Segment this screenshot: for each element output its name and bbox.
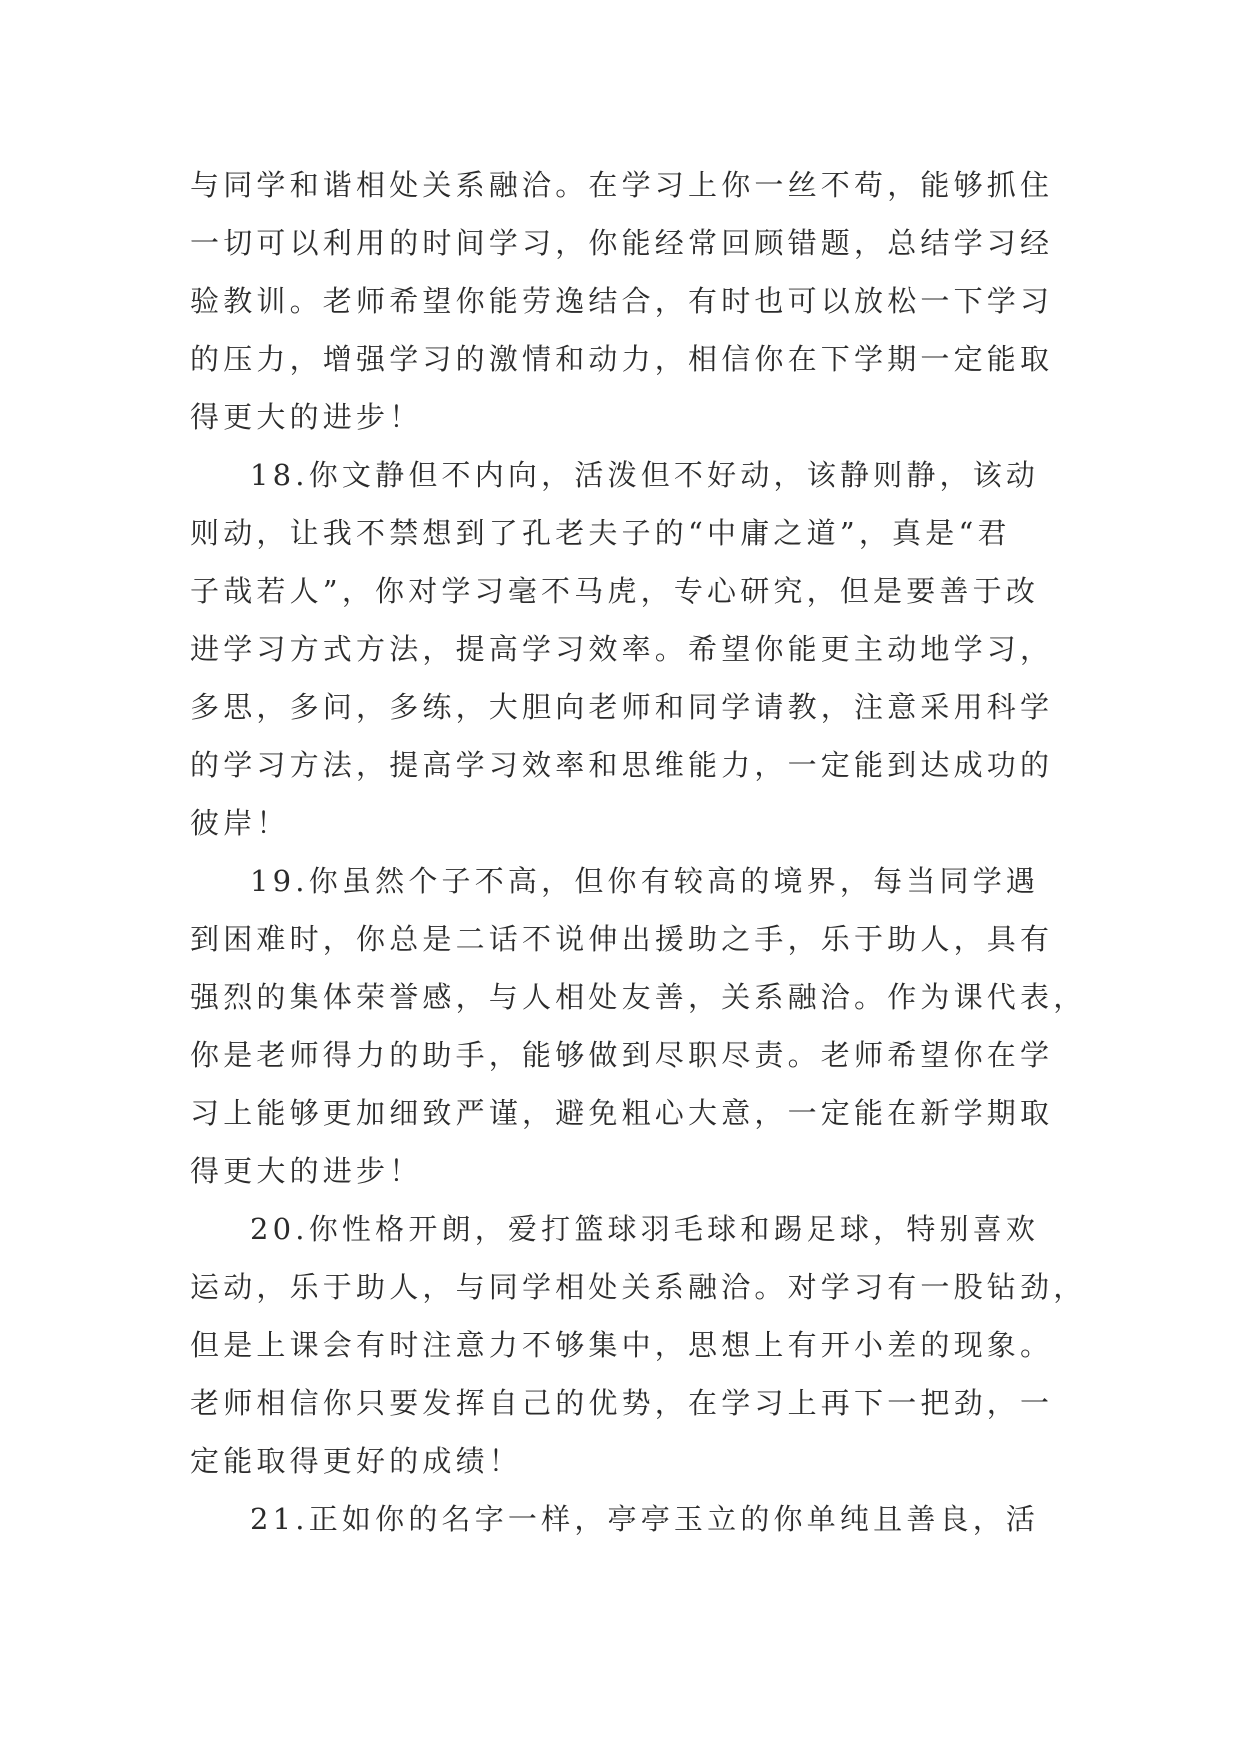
- paragraph-first-line: 21.正如你的名字一样，亭亭玉立的你单纯且善良，活: [250, 1502, 1040, 1536]
- text-line: 验教训。老师希望你能劳逸结合，有时也可以放松一下学习: [190, 284, 1054, 318]
- paragraph-first-line: 18.你文静但不内向，活泼但不好动，该静则静，该动: [250, 458, 1040, 492]
- text-line: 多思，多问，多练，大胆向老师和同学请教，注意采用科学: [190, 690, 1054, 724]
- text-line: 运动，乐于助人，与同学相处关系融洽。对学习有一股钻劲，: [190, 1270, 1087, 1304]
- text-line: 彼岸！: [190, 806, 290, 840]
- text-line: 老师相信你只要发挥自己的优势，在学习上再下一把劲，一: [190, 1386, 1054, 1420]
- paragraph-first-line: 19.你虽然个子不高，但你有较高的境界，每当同学遇: [250, 864, 1040, 898]
- text-line: 习上能够更加细致严谨，避免粗心大意，一定能在新学期取: [190, 1096, 1054, 1130]
- text-line: 子哉若人”，你对学习毫不马虎，专心研究，但是要善于改: [190, 574, 1040, 608]
- text-line: 的学习方法，提高学习效率和思维能力，一定能到达成功的: [190, 748, 1054, 782]
- text-line: 进学习方式方法，提高学习效率。希望你能更主动地学习，: [190, 632, 1054, 666]
- text-line: 强烈的集体荣誉感，与人相处友善，关系融洽。作为课代表，: [190, 980, 1087, 1014]
- text-line: 的压力，增强学习的激情和动力，相信你在下学期一定能取: [190, 342, 1054, 376]
- document-body: [190, 156, 1087, 1548]
- text-line: 得更大的进步！: [190, 400, 423, 434]
- text-line: 得更大的进步！: [190, 1154, 423, 1188]
- text-line: 你是老师得力的助手，能够做到尽职尽责。老师希望你在学: [190, 1038, 1054, 1072]
- paragraph-first-line: 20.你性格开朗，爱打篮球羽毛球和踢足球，特别喜欢: [250, 1212, 1040, 1246]
- text-line: 与同学和谐相处关系融洽。在学习上你一丝不苟，能够抓住: [190, 168, 1054, 202]
- text-line: 但是上课会有时注意力不够集中，思想上有开小差的现象。: [190, 1328, 1054, 1362]
- text-line: 到困难时，你总是二话不说伸出援助之手，乐于助人，具有: [190, 922, 1054, 956]
- text-line: 一切可以利用的时间学习，你能经常回顾错题，总结学习经: [190, 226, 1054, 260]
- text-line: 则动，让我不禁想到了孔老夫子的“中庸之道”，真是“君: [190, 516, 1011, 550]
- text-line: 定能取得更好的成绩！: [190, 1444, 523, 1478]
